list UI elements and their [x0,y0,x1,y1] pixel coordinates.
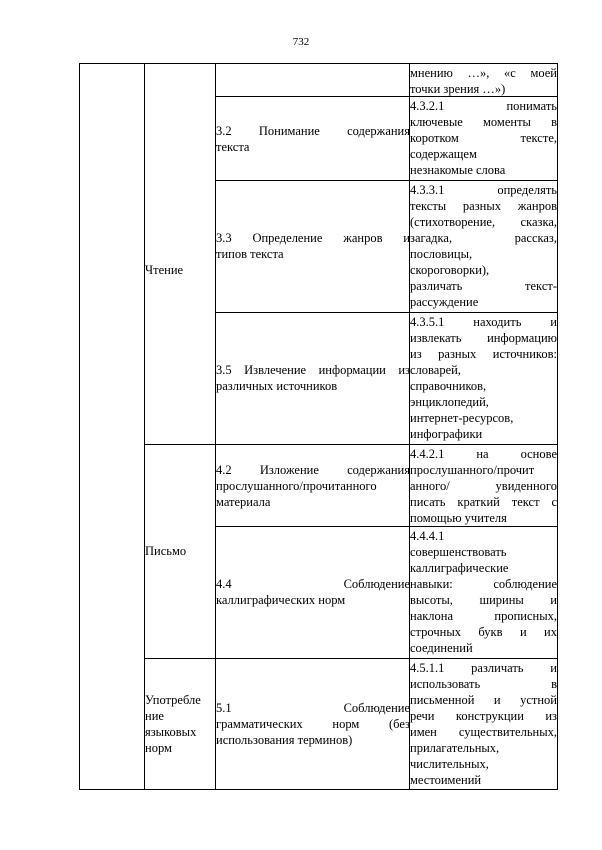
objective-line: 4.3.5.1 находить и [410,315,557,329]
topic-line: 4.2 Изложение содержания [216,463,410,477]
objective-line: незнакомые слова [410,163,506,177]
topic-line: 5.1 Соблюдение [216,701,410,715]
topic-line: 3.5 Извлечение информации из [216,363,410,377]
objective-line: энциклопедий, [410,395,489,409]
objective-line: содержащем [410,147,477,161]
objective-cell [410,182,557,310]
objective-line: использовать в [410,677,557,691]
objective-line: мнению …», «с моей [410,66,557,80]
objective-line: словарей, [410,363,461,377]
section-label: Письмо [145,544,187,558]
objective-line: каллиграфические [410,561,509,575]
objective-line: пословицы, [410,247,473,261]
topic-line: типов текста [216,247,284,261]
objective-line: писать краткий текст с [410,495,557,509]
section-label-line: ние [145,709,164,723]
objective-line: коротком тексте, [410,131,557,145]
topic-line: материала [216,495,271,509]
objective-line: речи конструкции из [410,709,557,723]
row-divider [144,658,558,659]
objective-line: тексты разных жанров [410,199,557,213]
topic-line: текста [216,140,250,154]
objective-line: загадка, рассказ, [410,231,557,245]
objective-cell [410,65,557,97]
objective-line: точки зрения …») [410,82,506,96]
row-divider [215,312,558,313]
objective-line: скороговорки), [410,263,490,277]
objective-line: имен существительных, [410,725,557,739]
objective-line: 4.5.1.1 различать и [410,661,557,675]
row-divider [215,526,558,527]
objective-line: справочников, [410,379,487,393]
objective-line: письменной и устной [410,693,557,707]
column-divider [215,63,216,790]
topic-line: использования терминов) [216,733,353,747]
objective-line: навыки: соблюдение [410,577,557,591]
section-label [145,692,215,756]
objective-line: инфографики [410,427,483,441]
objective-line: 4.3.3.1 определять [410,183,557,197]
objective-line: различать текст- [410,279,557,293]
objective-line: интернет-ресурсов, [410,411,514,425]
objective-cell [410,660,557,788]
topic-line: грамматических норм (без [216,717,410,731]
objective-cell [410,446,557,526]
topic-cell [216,576,410,608]
section-label-line: Употребле [145,693,201,707]
section-label-line: норм [145,741,172,755]
column-divider [144,63,145,790]
objective-line: помощью учителя [410,511,507,525]
objective-line: прослушанного/прочит [410,463,535,477]
objective-line: анного/ увиденного [410,479,557,493]
objective-cell [410,528,557,656]
objective-line: строчных букв и их [410,625,557,639]
objective-line: 4.3.2.1 понимать [410,99,557,113]
objective-line: местоимений [410,773,482,787]
topic-line: каллиграфических норм [216,593,346,607]
objective-line: 4.4.4.1 [410,529,445,543]
row-divider [215,180,558,181]
topic-cell [216,700,410,748]
topic-line: различных источников [216,379,338,393]
objective-line: (стихотворение, сказка, [410,215,557,229]
objective-line: извлекать информацию [410,331,557,345]
objective-line: 4.4.2.1 на основе [410,447,557,461]
topic-line: 3.2 Понимание содержания [216,124,410,138]
objective-line: совершенствовать [410,545,507,559]
objective-line: высоты, ширины и [410,593,557,607]
topic-cell [216,230,410,262]
topic-line: 3.3 Определение жанров и [216,231,410,245]
objective-line: прилагательных, [410,741,500,755]
objective-cell [410,98,557,178]
topic-cell [216,362,410,394]
objective-cell [410,314,557,442]
topic-line: прослушанного/прочитанного [216,479,377,493]
objective-line: из разных источников: [410,347,557,361]
section-label-line: языковых [145,725,197,739]
objective-line: числительных, [410,757,489,771]
topic-line: 4.4 Соблюдение [216,577,410,591]
page-number: 732 [292,36,310,48]
objective-line: ключевые моменты в [410,115,557,129]
topic-cell [216,462,410,510]
row-divider [144,444,558,445]
topic-cell [216,123,410,155]
objective-line: рассуждение [410,295,479,309]
objective-line: соединений [410,641,473,655]
objective-line: наклона прописных, [410,609,557,623]
section-label: Чтение [145,263,184,277]
